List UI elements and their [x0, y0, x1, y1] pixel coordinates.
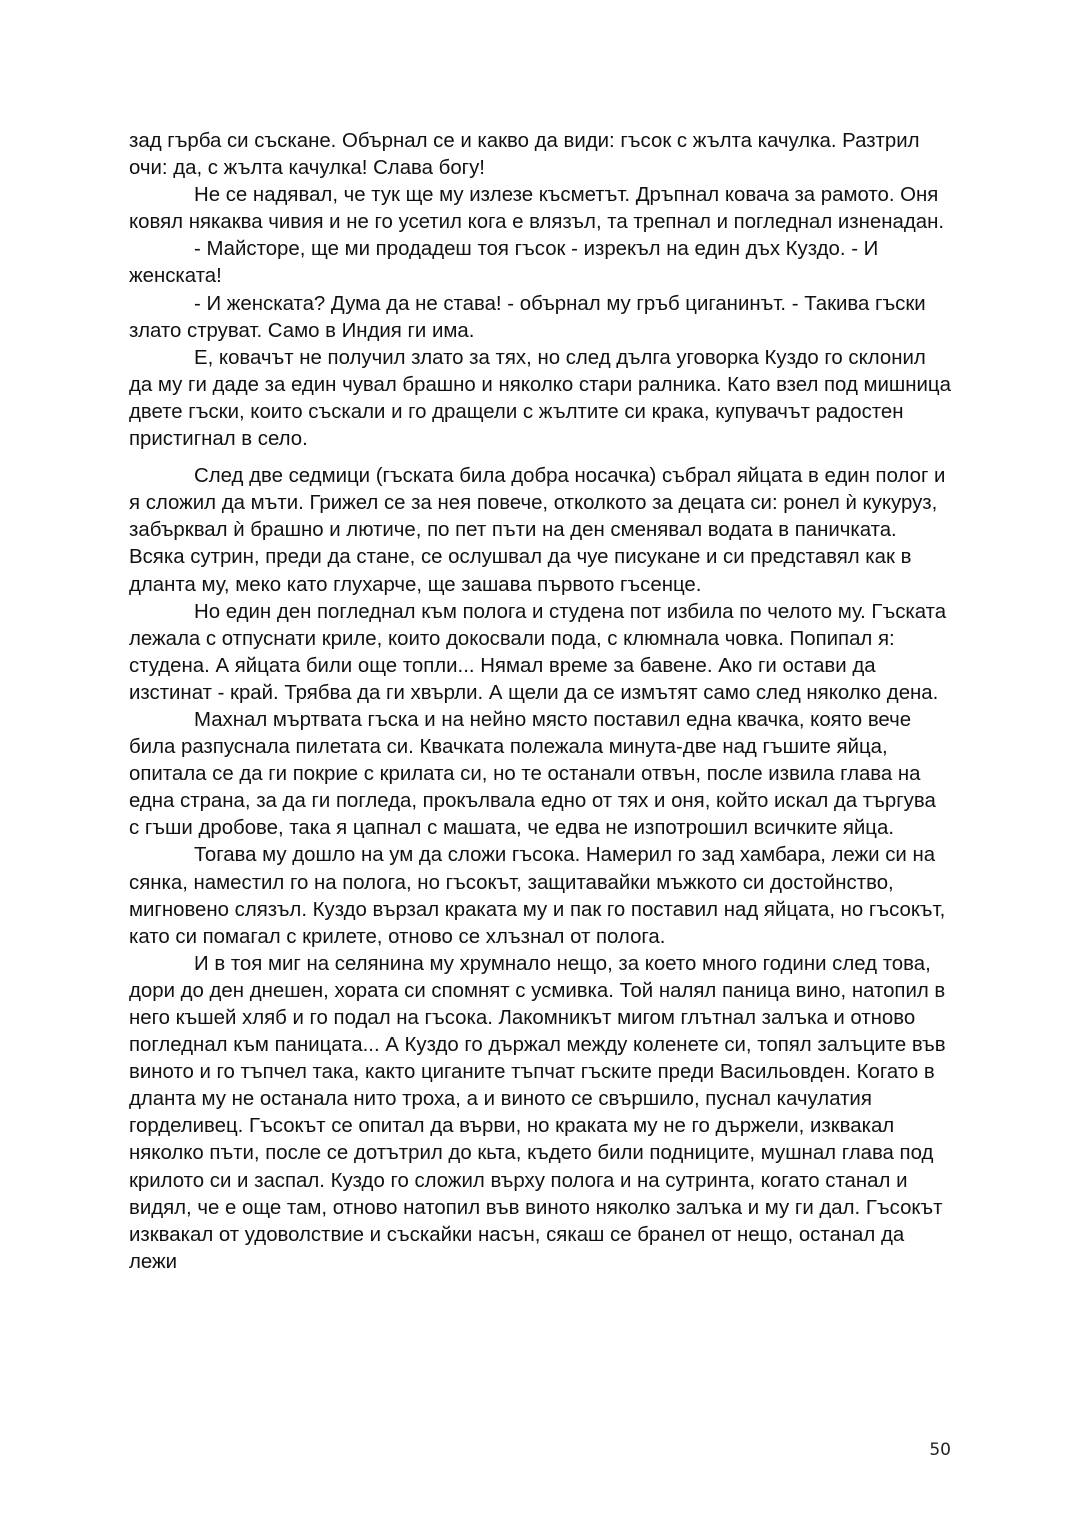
- page-number: 50: [929, 1440, 951, 1460]
- paragraph-9: Тогава му дошло на ум да сложи гъсока. Намерил го зад хамбара, лежи си на сянка, наместил го на полога, но гъсокът, защитавайки мъжкото си достойнство, мигновено слязъл. Куздо вързал краката му и пак го поставил над яйцата, но гъсокът, като си помагал с крилете, отново се хлъзнал от полога.: [129, 844, 946, 948]
- body-text: [129, 128, 951, 1276]
- paragraph-10: И в тоя миг на селянина му хрумнало нещо, за което много години след това, дори до ден днешен, хората си спомнят с усмивка. Той налял паница вино, натопил в него къшей хляб и го подал на гъсока. Лакомникът мигом глътнал залъка и отново погледнал към паницата... А Куздо го държал между коленете си, топял залъците във виното и го тъпчел така, както циганите тъпчат гъските преди Васильовден. Когато в дланта му не останала нито троха, а и виното се свършило, пуснал качулатия горделивец. Гъсокът се опитал да върви, но краката му не го държели, изквакал няколко пъти, после се дотътрил до кьта, където били подниците, мушнал глава под крилото си и заспал. Куздо го сложил върху полога и на сутринта, когато станал и видял, че е още там, отново натопил във виното няколко залъка и му ги дал. Гъсокът изквакал от удоволствие и съскайки насън, сякаш се бранел от нещо, останал да лежи: [129, 952, 946, 1273]
- paragraph-8: Махнал мъртвата гъска и на нейно място поставил една квачка, която вече била разпуснала пилетата си. Квачката полежала минута-две над гъшите яйца, опитала се да ги покрие с крилата си, но те останали отвън, после извила глава на една страна, за да ги погледа, прокълвала едно от тях и оня, който искал да търгува с гъши дробове, така я цапнал с машата, че едва не изпотрошил всичките яйца.: [129, 708, 936, 840]
- paragraph-5: Е, ковачът не получил злато за тях, но след дълга уговорка Куздо го склонил да му ги даде за един чувал брашно и няколко стари ралника. Като взел под мишница двете гъски, които съскали и го дращели с жълтите си крака, купувачът радостен пристигнал в село.: [129, 346, 951, 451]
- paragraph-3: - Майсторе, ще ми продадеш тоя гъсок - изрекъл на един дъх Куздо. - И женската!: [129, 238, 879, 288]
- paragraph-1: зад гърба си съскане. Обърнал се и какво да види: гъсок с жълта качулка. Разтрил очи: да, с жълта качулка! Слава богу!: [129, 130, 920, 180]
- paragraph-2: Не се надявал, че тук ще му излезе късметът. Дръпнал ковача за рамото. Оня ковял някаква чивия и не го усетил кога е влязъл, та трепнал и погледнал изненадан.: [129, 184, 945, 234]
- paragraph-4: - И женската? Дума да не става! - обърнал му гръб циганинът. - Такива гъски злато струват. Само в Индия ги има.: [129, 292, 926, 342]
- paragraph-6: След две седмици (гъската била добра носачка) събрал яйцата в един полог и я сложил да мъти. Грижел се за нея повече, отколкото за децата си: ронел ѝ кукуруз, забърквал ѝ брашно и лютиче, по пет пъти на ден сменявал водата в паничката. Всяка сутрин, преди да стане, се ослушвал да чуе писукане и си представял как в дланта му, меко като глухарче, ще зашава първото гъсенце.: [129, 465, 946, 596]
- paragraph-7: Но един ден погледнал към полога и студена пот избила по челото му. Гъската лежала с отпуснати криле, които докосвали пода, с клюмнала човка. Попипал я: студена. А яйцата били още топли... Нямал време за бавене. Ако ги остави да изстинат - край. Трябва да ги хвърли. А щели да се измътят само след няколко дена.: [129, 600, 947, 704]
